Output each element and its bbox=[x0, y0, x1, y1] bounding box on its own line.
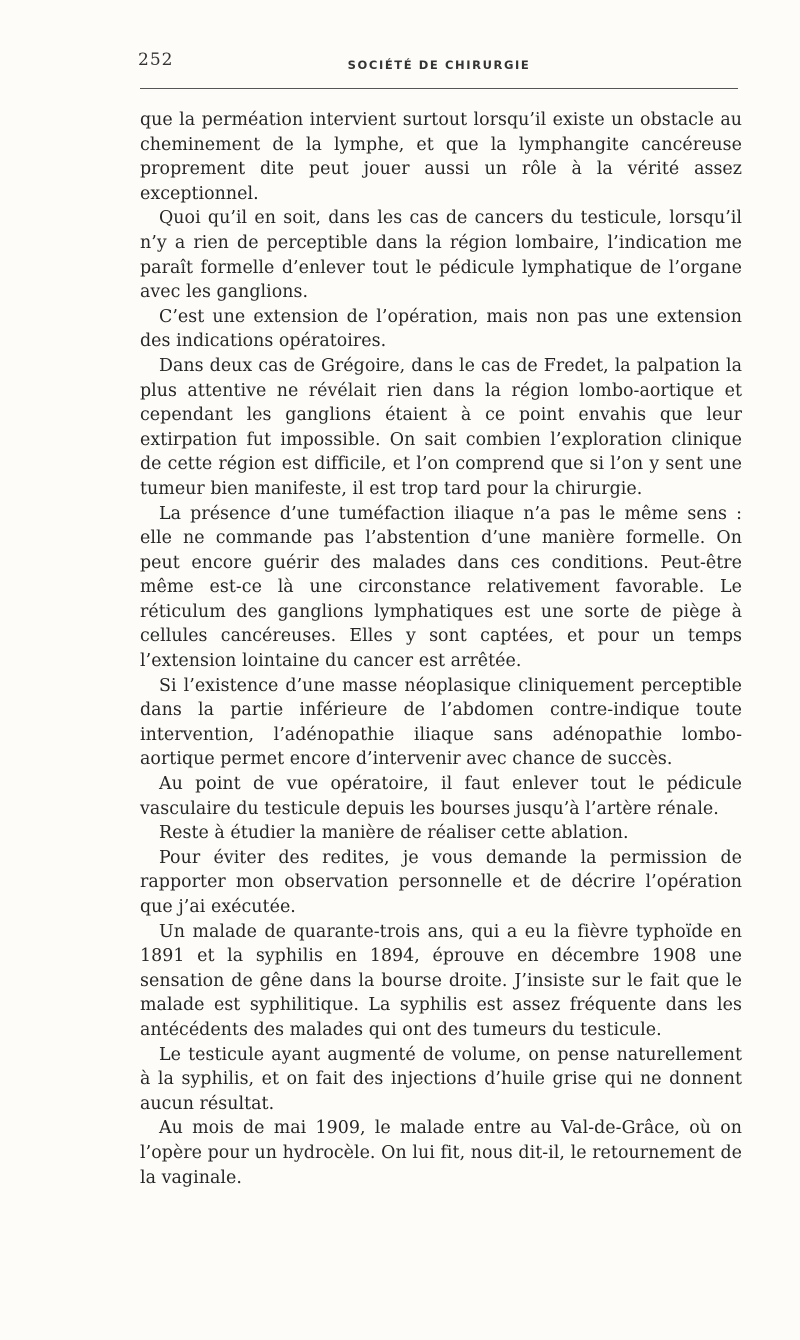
paragraph-12: Au mois de mai 1909, le malade entre au Val-de-Grâce, où on l’opère pour un hydrocèle. On lui fit, nous dit-il, le retournement de la vaginale. bbox=[140, 1118, 742, 1188]
paragraph-10: Un malade de quarante-trois ans, qui a eu la fièvre typhoïde en 1891 et la syphilis en 1894, éprouve en décembre 1908 une sensation de gêne dans la bourse droite. J’insiste sur le fait que le malade est syphilitique. La syphilis est assez fréquente dans les antécédents des malades qui ont des tumeurs du testicule. bbox=[140, 921, 742, 1040]
running-title: SOCIÉTÉ DE CHIRURGIE bbox=[347, 58, 531, 72]
paragraph-9: Pour éviter des redites, je vous demande la permission de rapporter mon observation personnelle et de décrire l’opération que j’ai exécutée. bbox=[140, 847, 742, 917]
body-text bbox=[140, 108, 742, 1190]
paragraph-1: que la perméation intervient surtout lorsqu’il existe un obstacle au cheminement de la lymphe, et que la lymphangite cancéreuse proprement dite peut jouer aussi un rôle à la vérité assez exceptionnel. bbox=[140, 110, 742, 204]
page-header bbox=[138, 50, 740, 90]
paragraph-3: C’est une extension de l’opération, mais non pas une extension des indications opératoires. bbox=[140, 306, 742, 352]
paragraph-7: Au point de vue opératoire, il faut enlever tout le pédicule vasculaire du testicule depuis les bourses jusqu’à l’artère rénale. bbox=[140, 774, 742, 819]
paragraph-5: La présence d’une tuméfaction iliaque n’a pas le même sens : elle ne commande pas l’abstention d’une manière formelle. On peut encore guérir des malades dans ces conditions. Peut-être même est-ce là une circonstance relativement favorable. Le réticulum des ganglions lymphatiques est une sorte de piège à cellules cancéreuses. Elles y sont captées, et pour un temps l’extension lointaine du cancer est arrêtée. bbox=[140, 503, 742, 672]
paragraph-11: Le testicule ayant augmenté de volume, on pense naturellement à la syphilis, et on fait des injections d’huile grise qui ne donnent aucun résultat. bbox=[140, 1044, 742, 1114]
paragraph-8: Reste à étudier la manière de réaliser cette ablation. bbox=[159, 823, 629, 844]
page-number: 252 bbox=[138, 50, 174, 70]
header-rule bbox=[140, 88, 738, 89]
paragraph-6: Si l’existence d’une masse néoplasique cliniquement perceptible dans la partie inférieure de l’abdomen contre-indique toute intervention, l’adénopathie iliaque sans adénopathie lombo-aortique permet encore d’intervenir avec chance de succès. bbox=[140, 675, 742, 770]
paragraph-4: Dans deux cas de Grégoire, dans le cas de Fredet, la palpation la plus attentive ne révélait rien dans la région lombo-aortique et cependant les ganglions étaient à ce point envahis que leur extirpation fut impossible. On sait combien l’exploration clinique de cette région est difficile, et l’on comprend que si l’on y sent une tumeur bien manifeste, il est trop tard pour la chirurgie. bbox=[140, 355, 742, 499]
paragraph-2: Quoi qu’il en soit, dans les cas de cancers du testicule, lorsqu’il n’y a rien de perceptible dans la région lombaire, l’indication me paraît formelle d’enlever tout le pédicule lymphatique de l’organe avec les ganglions. bbox=[140, 208, 742, 303]
